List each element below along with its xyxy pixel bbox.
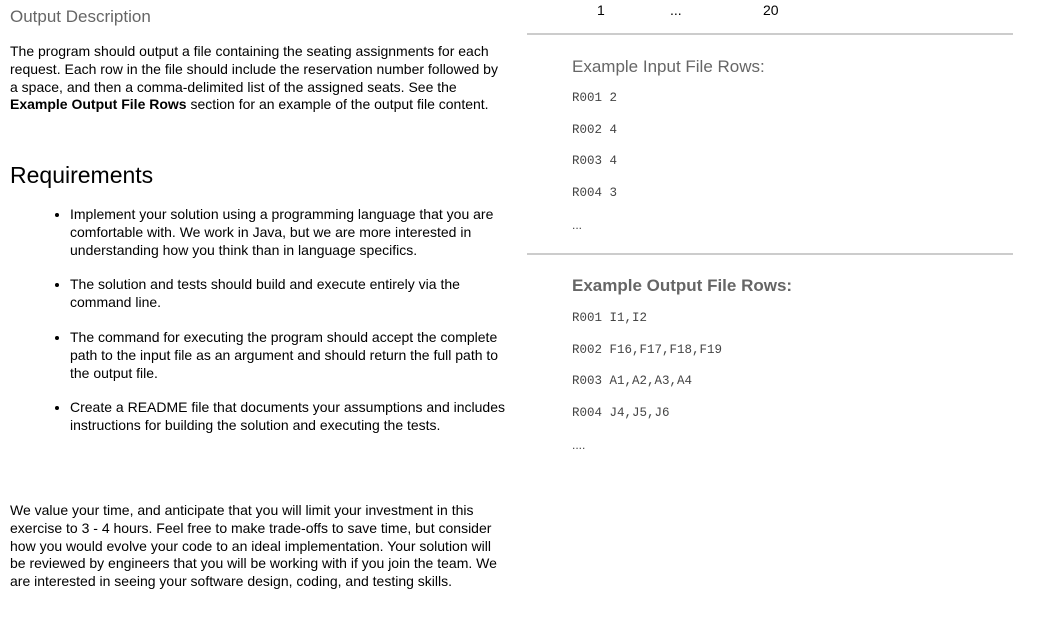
- output-rows-heading: Example Output File Rows:: [572, 276, 793, 295]
- requirement-item: • The command for executing the program should accept the complete path to the input file as an argument and should return the full path to the output file.: [70, 329, 515, 382]
- closing-paragraph: We value your time, and anticipate that you will limit your investment in this exercise to 3 - 4 hours. Feel free to make trade-offs to save time, but consider how you would evolve your code to an ideal implementation. Your solution will be reviewed by engineers that you will be working with if you join the team. We are interested in seeing your software design, coding, and testing skills.: [10, 502, 497, 590]
- output-row: R001 I1,I2: [572, 311, 648, 325]
- requirements-heading: Requirements: [10, 162, 154, 188]
- seat-number-last: 20: [763, 2, 779, 18]
- seat-number-first: 1: [597, 2, 605, 18]
- seat-number-ellipsis: ...: [670, 2, 682, 18]
- output-row-ellipsis: ....: [572, 438, 586, 452]
- output-row: R002 F16,F17,F18,F19: [572, 343, 723, 357]
- requirement-item: • Create a README file that documents your assumptions and includes instructions for building the solution and executing the tests.: [70, 399, 515, 435]
- input-row-ellipsis: ...: [572, 218, 583, 232]
- output-row: R004 J4,J5,J6: [572, 406, 670, 420]
- divider: [527, 33, 1013, 35]
- output-row: R003 A1,A2,A3,A4: [572, 374, 693, 388]
- input-row: R004 3: [572, 186, 618, 200]
- input-row: R003 4: [572, 154, 618, 168]
- para-bold-ref: Example Output File Rows: [10, 96, 187, 113]
- divider: [527, 253, 1013, 255]
- para-text: section for an example of the output file content.: [186, 96, 489, 113]
- requirement-item: • Implement your solution using a programming language that you are comfortable with. We work in Java, but we are more interested in understanding how you think than in language specifics.: [70, 206, 515, 259]
- para-text: The program should output a file containing the seating assignments for each request. Each row in the file should include the reservation number followed by a space, and then a comma-delimited list of the assigned seats. See the: [10, 43, 498, 95]
- output-description-paragraph: [10, 43, 500, 114]
- requirement-item: • The solution and tests should build and execute entirely via the command line.: [70, 276, 515, 312]
- output-description-heading: Output Description: [10, 7, 151, 26]
- input-row: R001 2: [572, 91, 618, 105]
- input-rows-heading: Example Input File Rows:: [572, 57, 765, 76]
- requirements-list: [40, 206, 515, 452]
- input-row: R002 4: [572, 123, 618, 137]
